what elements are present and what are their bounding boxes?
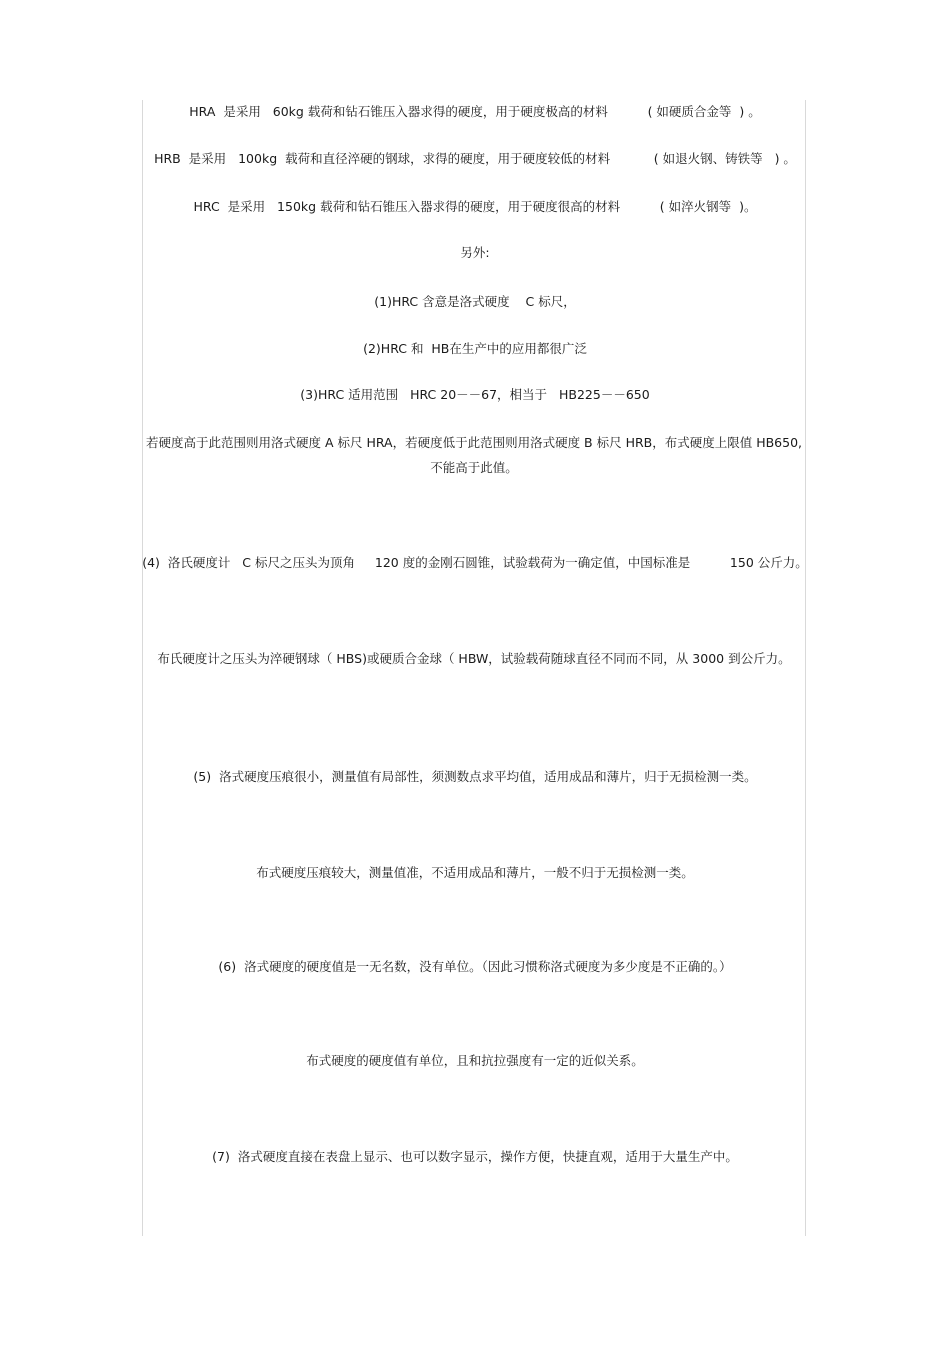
text-line-item-7: (7) 洛式硬度直接在表盘上显示、也可以数字显示，操作方便，快捷直观，适用于大量生产中。 [212, 1149, 738, 1164]
text-line-item-4: (4) 洛氏硬度计 C 标尺之压头为顶角 120 度的金刚石圆锥，试验载荷为一确定值，中国标准是 150 公斤力。 [142, 555, 808, 570]
text-line-hrb: HRB 是采用 100kg 载荷和直径淬硬的钢球，求得的硬度，用于硬度较低的材料 ( 如退火钢、铸铁等 ) 。 [154, 151, 796, 166]
text-paragraph-brinell-indenter: 布氏硬度计之压头为淬硬钢球（ HBS)或硬质合金球（ HBW，试验载荷随球直径不同而不同，从 3000 到公斤力。 [157, 651, 791, 666]
text-paragraph-range-note: 若硬度高于此范围则用洛式硬度 A 标尺 HRA，若硬度低于此范围则用洛式硬度 B 标尺 HRB，布式硬度上限值 HB650,不能高于此值。 [145, 435, 803, 475]
text-line-brinell-units: 布式硬度的硬度值有单位，且和抗拉强度有一定的近似关系。 [306, 1053, 644, 1068]
text-line-item-2: (2)HRC 和 HB在生产中的应用都很广泛 [363, 341, 587, 356]
text-line-item-6: (6) 洛式硬度的硬度值是一无名数，没有单位。（因此习惯称洛式硬度为多少度是不正确的。） [218, 959, 732, 974]
text-line-additionally: 另外: [460, 245, 490, 260]
text-line-hrc: HRC 是采用 150kg 载荷和钻石锥压入器求得的硬度，用于硬度很高的材料 ( 如淬火钢等 )。 [193, 199, 757, 214]
text-line-hra: HRA 是采用 60kg 载荷和钻石锥压入器求得的硬度，用于硬度极高的材料 ( 如硬质合金等 ) 。 [189, 104, 761, 119]
text-line-item-3: (3)HRC 适用范围 HRC 20－－67，相当于 HB225－－650 [300, 387, 650, 402]
text-line-brinell-indentation: 布式硬度压痕较大，测量值准，不适用成品和薄片，一般不归于无损检测一类。 [256, 865, 694, 880]
text-line-item-5: (5) 洛式硬度压痕很小，测量值有局部性，须测数点求平均值，适用成品和薄片，归于无损检测一类。 [193, 769, 757, 784]
text-line-item-1: (1)HRC 含意是洛式硬度 C 标尺， [374, 294, 576, 309]
